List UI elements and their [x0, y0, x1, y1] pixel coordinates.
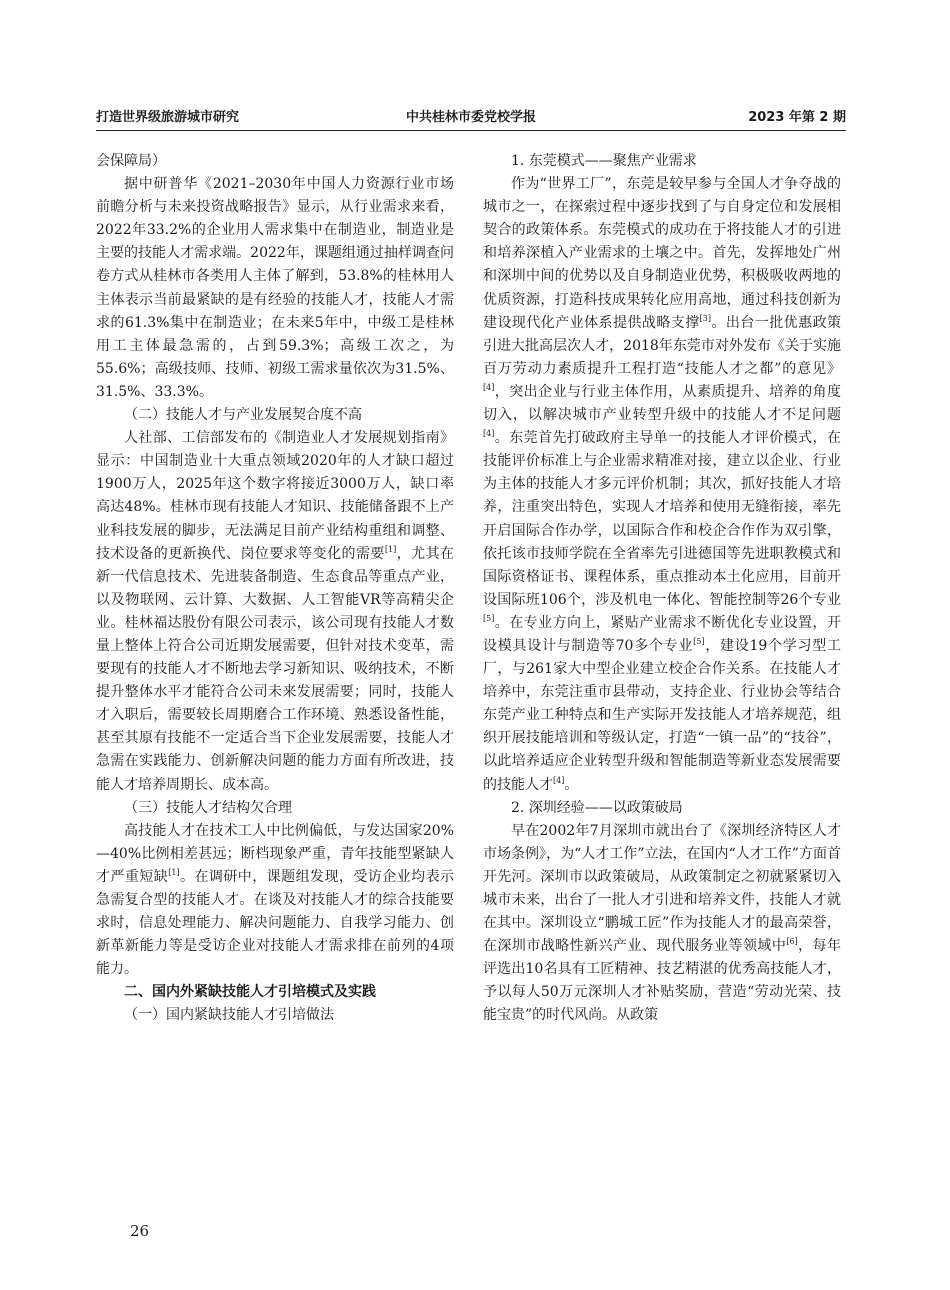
header-journal-name: 中共桂林市委党校学报 [405, 110, 536, 125]
citation: [4] [553, 775, 565, 785]
subheading-domestic: （一）国内紧缺技能人才引培做法 [124, 1007, 334, 1024]
page-number: 26 [130, 1222, 150, 1240]
subheading-fit: （二）技能人才与产业发展契合度不高 [124, 407, 362, 424]
citation: [1] [168, 867, 180, 877]
right-column [483, 150, 841, 1028]
paragraph-shenzhen: 早在2002年7月深圳市就出台了《深圳经济特区人才市场条例》，为“人才工作”立法，在国内“人才工作”方面首开先河。深圳市以政策破局，从政策制定之初就紧紧切入城市未来，出台了一批人才引进和培养文件，技能人才就在其中。深圳设立“鹏城工匠”作为技能人才的最高荣誉，在深圳市战略性新兴产业、现代服务业等领域中[6]，每年评选出10名具有工匠精神、技艺精湛的优秀高技能人才，予以每人50万元深圳人才补贴奖励，营造“劳动光荣、技能宝贵”的时代风尚。从政策 [483, 822, 842, 1024]
subheading-dongguan: 1. 东莞模式——聚焦产业需求 [511, 153, 697, 169]
paragraph-talent-gap: 人社部、工信部发布的《制造业人才发展规划指南》显示：中国制造业十大重点领域2020年的人才缺口超过1900万人，2025年这个数字将接近3000万人，缺口率高达48%。桂林市现有技能人才知识、技能储备跟不上产业科技发展的脚步，无法满足目前产业结构重组和调整、技术设备的更新换代、岗位要求等变化的需要[1]，尤其在新一代信息技术、先进装备制造、生态食品等重点产业，以及物联网、云计算、大数据、人工智能VR等高精尖企业。桂林福达股份有限公司表示，该公司现有技能人才数量上整体上符合公司近期发展需要，但针对技术变革，需要现有的技能人才不断地去学习新知识、吸纳技术，不断提升整体水平才能符合公司未来发展需要；同时，技能人才入职后，需要较长周期磨合工作环境、熟悉设备性能，甚至其原有技能不一定适合当下企业发展需要，技能人才急需在实践能力、创新解决问题的能力方面有所改进，技能人才培养周期长、成本高。 [96, 430, 455, 793]
header-section-title: 打造世界级旅游城市研究 [96, 110, 240, 125]
section-heading: 二、国内外紧缺技能人才引培模式及实践 [124, 984, 376, 1001]
header-rule [96, 130, 846, 131]
paragraph-dongguan: 作为“世界工厂”，东莞是较早参与全国人才争夺战的城市之一，在探索过程中逐步找到了与自身定位和发展相契合的政策体系。东莞模式的成功在于将技能人才的引进和培养深植入产业需求的土壤之中。首先，发挥地处广州和深圳中间的优势以及自身制造业优势，积极吸收两地的优质资源，打造科技成果转化应用高地，通过科技创新为建设现代化产业体系提供战略支撑[3]。出台一批优惠政策引进大批高层次人才，2018年东莞市对外发布《关于实施百万劳动力素质提升工程打造“技能人才之都”的意见》[4]，突出企业与行业主体作用，从素质提升、培养的角度切入，以解决城市产业转型升级中的技能人才不足问题[4]。东莞首先打破政府主导单一的技能人才评价模式，在技能评价标准上与企业需求精准对接，建立以企业、行业为主体的技能人才多元评价机制；其次，抓好技能人才培养，注重突出特色，实现人才培养和使用无缝衔接，率先开启国际合作办学，以国际合作和校企合作作为双引擎，依托该市技师学院在全省率先引进德国等先进职教模式和国际资格证书、课程体系，重点推动本土化应用，目前开设国际班106个，涉及机电一体化、智能控制等26个专业[5]。在专业方向上，紧贴产业需求不断优化专业设置，开设模具设计与制造等70多个专业[5]，建设19个学习型工厂，与261家大中型企业建立校企合作关系。在技能人才培养中，东莞注重市县带动，支持企业、行业协会等结合东莞产业工种特点和生产实际开发技能人才培养规范，组织开展技能培训和等级认定，打造“一镇一品”的“技谷”，以此培养适应企业转型升级和智能制造等新业态发展需要的技能人才[4]。 [483, 176, 842, 793]
paragraph-industry-demand: 据中研普华《2021–2030年中国人力资源行业市场前瞻分析与未来投资战略报告》显示，从行业需求来看，2022年33.2%的企业用人需求集中在制造业，制造业是主要的技能人才需求端。2022年，课题组通过抽样调查问卷方式从桂林市各类用人主体了解到，53.8%的桂林用人主体表示当前最紧缺的是有经验的技能人才，技能人才需求的61.3%集中在制造业；在未来5年中，中级工是桂林用工主体最急需的，占到59.3%；高级工次之，为55.6%；高级技师、技师、初级工需求量依次为31.5%、31.5%、33.3%。 [96, 176, 454, 400]
paragraph-structure: 高技能人才在技术工人中比例偏低，与发达国家20%—40%比例相差甚远；断档现象严重，青年技能型紧缺人才严重短缺[1]。在调研中，课题组发现，受访企业均表示急需复合型的技能人才。在谈及对技能人才的综合技能要求时，信息处理能力、解决问题能力、自我学习能力、创新革新能力等是受访企业对技能人才需求排在前列的4项能力。 [96, 822, 455, 978]
paragraph-continued: 会保障局） [96, 153, 166, 169]
left-column [96, 150, 454, 1028]
citation: [4] [483, 429, 495, 439]
subheading-structure: （三）技能人才结构欠合理 [124, 799, 292, 816]
header-issue: 2023 年第 2 期 [748, 110, 846, 125]
subheading-shenzhen: 2. 深圳经验——以政策破局 [511, 799, 683, 816]
citation: [4] [483, 382, 495, 392]
citation: [5] [693, 636, 705, 646]
citation: [3] [699, 313, 712, 323]
citation: [6] [786, 937, 798, 947]
citation: [1] [384, 544, 397, 554]
running-header [96, 106, 846, 128]
citation: [5] [483, 613, 495, 623]
